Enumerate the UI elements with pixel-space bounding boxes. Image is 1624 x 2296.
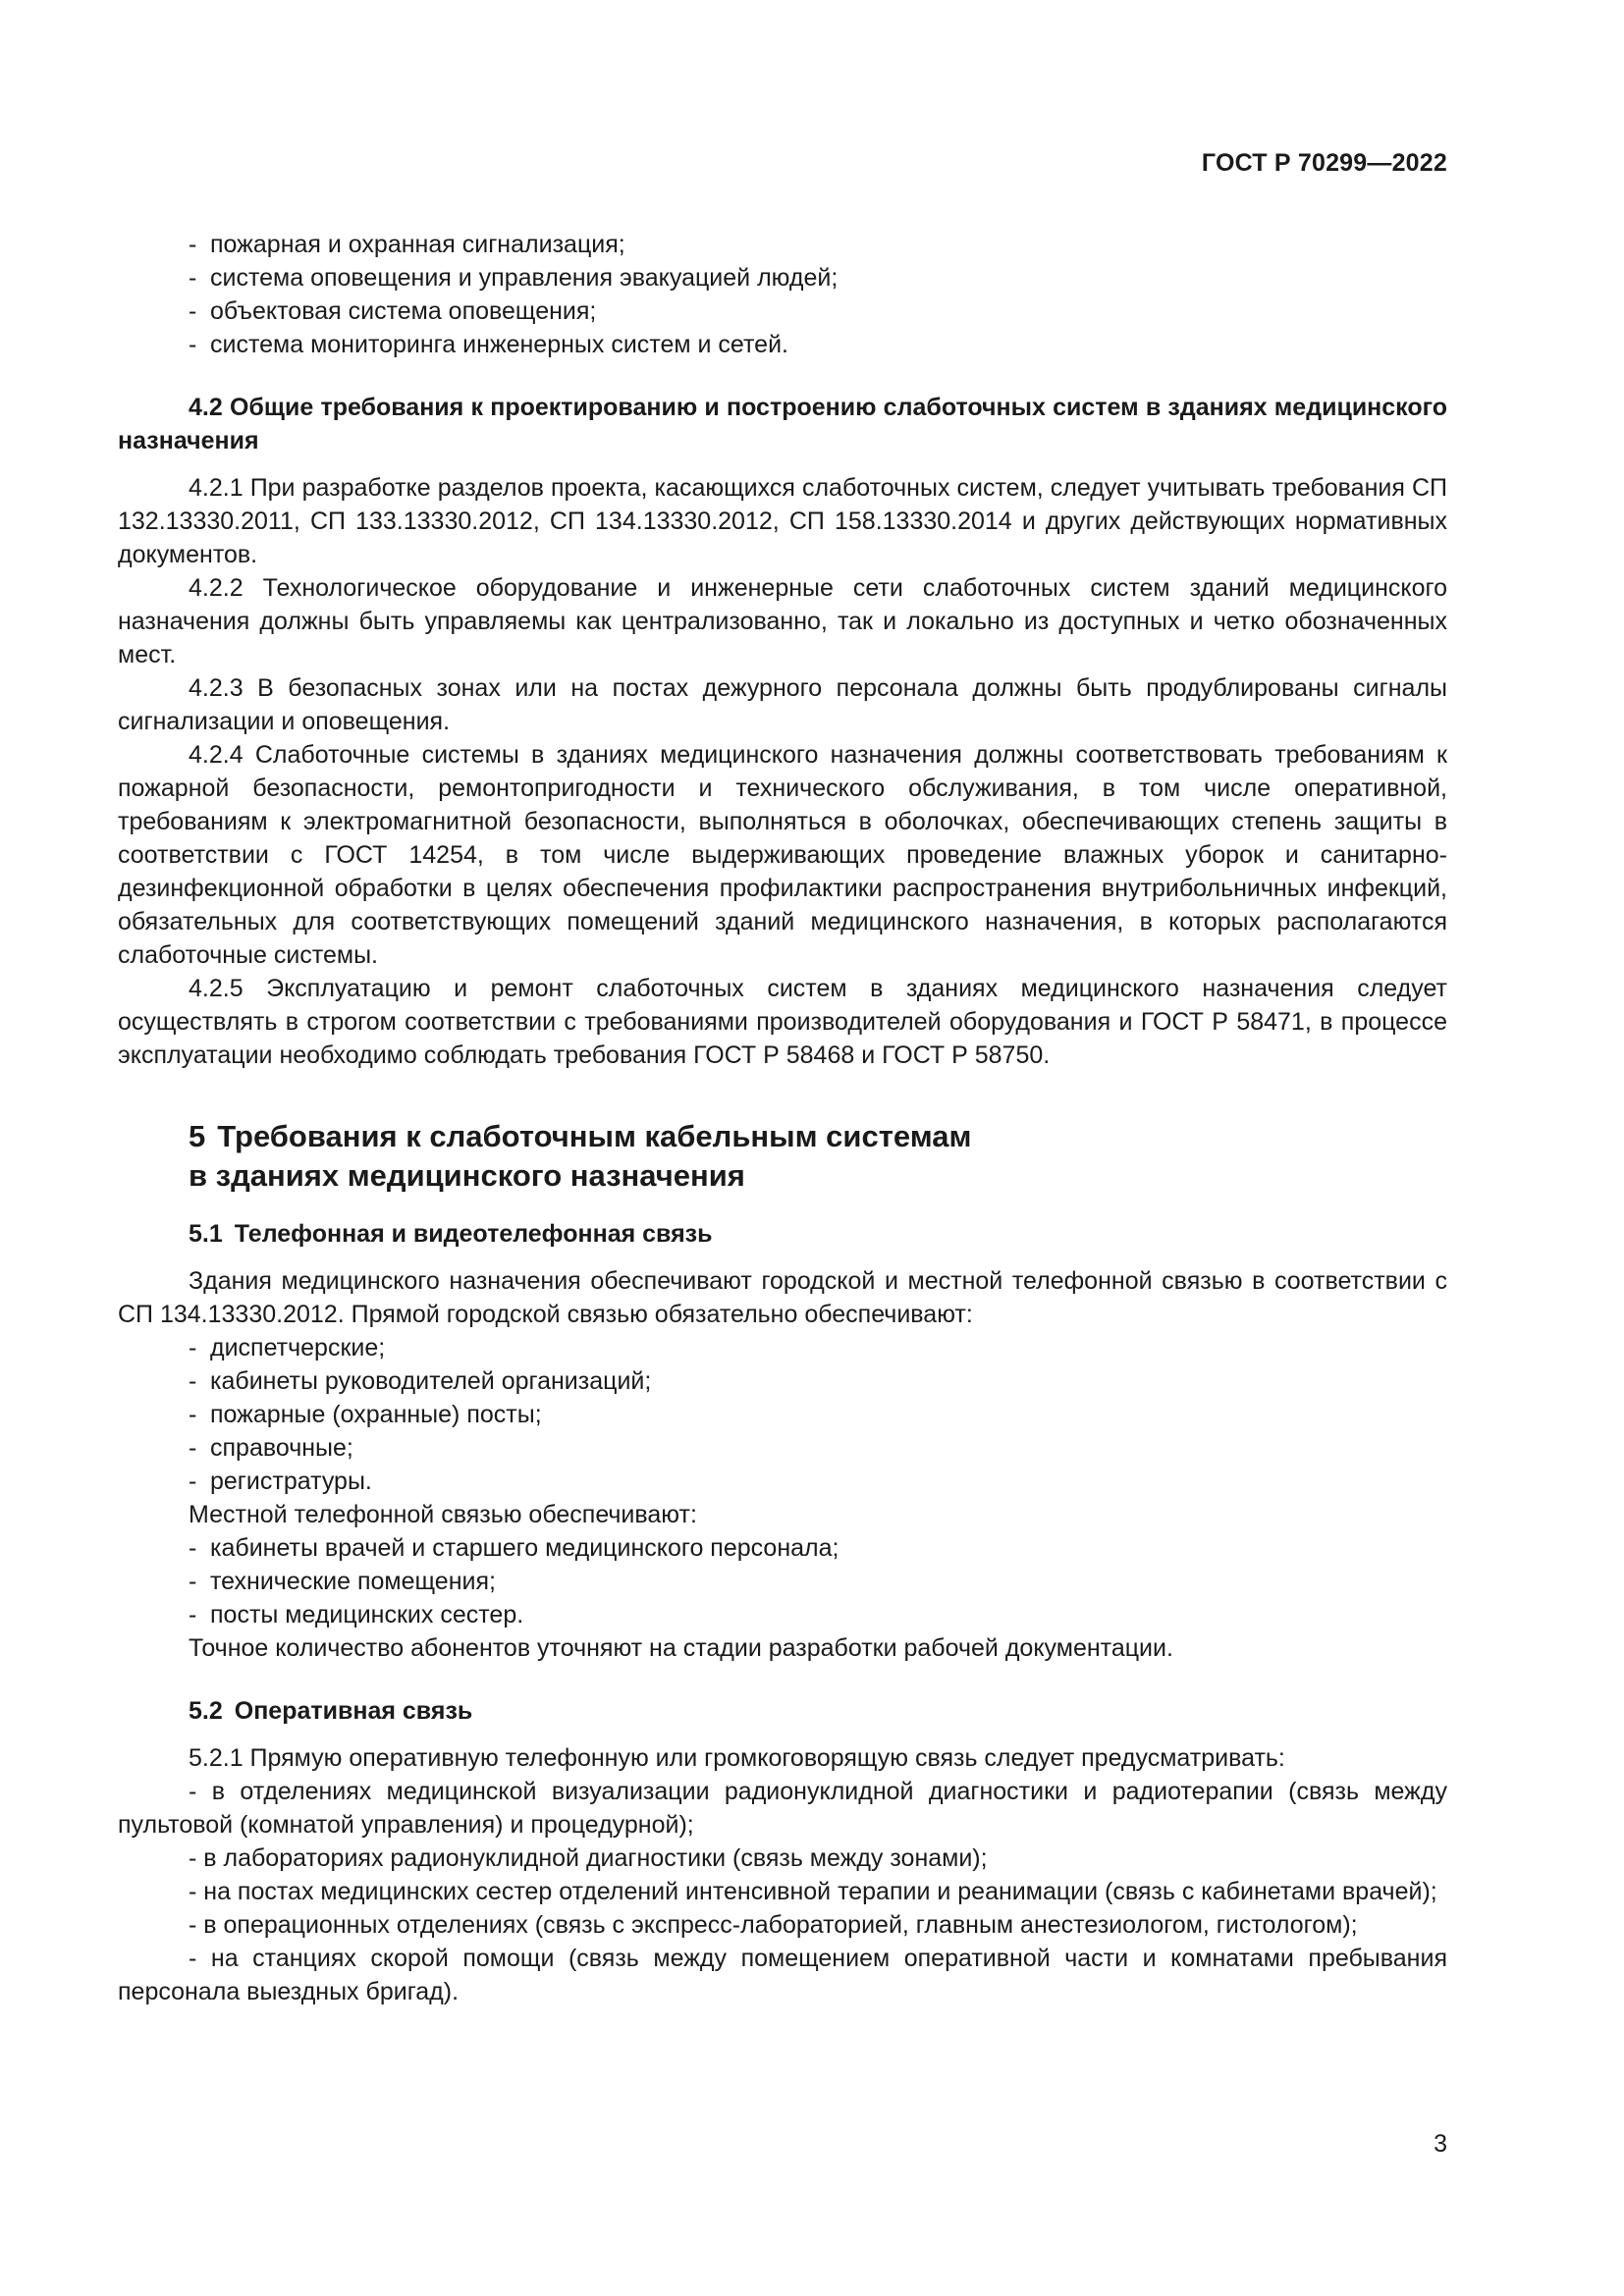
paragraph-4-2-3: 4.2.3 В безопасных зонах или на постах дежурного персонала должны быть продублированы сигналы сигнализации и оповещения. (118, 674, 1447, 735)
section-5-2-title: 5.2 Оперативная связь (189, 1697, 473, 1725)
page-number: 3 (1434, 2130, 1447, 2158)
list-item: - кабинеты врачей и старшего медицинского персонала; (189, 1534, 839, 1562)
intro-list (118, 228, 1447, 361)
paragraph-4-2-4: 4.2.4 Слаботочные системы в зданиях медицинского назначения должны соответствовать требованиям к пожарной безопасности, ремонтопригодности и технического обслуживания, в том числе оперативной, требованиям к электромагнитной безопасности, выполняться в оболочках, обеспечивающих степень защиты в соответствии с ГОСТ 14254, в том числе выдерживающих проведение влажных уборок и санитарно-дезинфекционной обработки в целях обеспечения профилактики распространения внутрибольничных инфекций, обязательных для соответствующих помещений зданий медицинского назначения, в которых располагаются слаботочные системы. (118, 741, 1447, 969)
list-item: - справочные; (189, 1434, 353, 1462)
paragraph-4-2-2: 4.2.2 Технологическое оборудование и инженерные сети слаботочных систем зданий медицинского назначения должны быть управляемы как централизованно, так и локально из доступных и четко обозначенных мест. (118, 574, 1447, 668)
list-item: - в лабораториях радионуклидной диагностики (связь между зонами); (189, 1844, 988, 1872)
list-item: - система мониторинга инженерных систем и сетей. (189, 331, 788, 358)
list-5-1-city (118, 1331, 1447, 1498)
list-item: - технические помещения; (189, 1568, 496, 1595)
list-5-1-local (118, 1531, 1447, 1631)
list-item: - объектовая система оповещения; (189, 297, 597, 325)
document-page (118, 0, 1447, 2296)
list-item: - на станциях скорой помощи (связь между помещением оперативной части и комнатами пребывания персонала выездных бригад). (118, 1945, 1447, 2005)
paragraph-4-2-1: 4.2.1 При разработке разделов проекта, касающихся слаботочных систем, следует учитывать требования СП 132.13330.2011, СП 133.13330.2012, СП 134.13330.2012, СП 158.13330.2014 и других действующих нормативных документов. (118, 474, 1447, 568)
list-item: - на постах медицинских сестер отделений интенсивной терапии и реанимации (связь с кабинетами врачей); (189, 1878, 1437, 1905)
list-item: - пожарные (охранные) посты; (189, 1401, 542, 1428)
list-item: - в операционных отделениях (связь с экспресс-лабораторией, главным анестезиологом, гистологом); (189, 1911, 1358, 1939)
list-item: - в отделениях медицинской визуализации радионуклидной диагностики и радиотерапии (связь между пультовой (комнатой управления) и процедурной); (118, 1778, 1447, 1839)
section-4-2-title: 4.2 Общие требования к проектированию и построению слаботочных систем в зданиях медицинского назначения (118, 394, 1447, 454)
paragraph-5-1-intro: Здания медицинского назначения обеспечивают городской и местной телефонной связью в соответствии с СП 134.13330.2012. Прямой городской связью обязательно обеспечивают: (118, 1267, 1447, 1328)
list-item: - диспетчерские; (189, 1334, 386, 1362)
list-item: - пожарная и охранная сигнализация; (189, 231, 625, 258)
document-id-header: ГОСТ Р 70299—2022 (1201, 149, 1447, 177)
paragraph-5-1-local: Местной телефонной связью обеспечивают: (189, 1501, 697, 1528)
paragraph-5-2-1: 5.2.1 Прямую оперативную телефонную или громкоговорящую связь следует предусматривать: (189, 1744, 1285, 1772)
paragraph-4-2-5: 4.2.5 Эксплуатацию и ремонт слаботочных систем в зданиях медицинского назначения следует осуществлять в строгом соответствии с требованиями производителей оборудования и ГОСТ Р 58471, в процессе эксплуатации необходимо соблюдать требования ГОСТ Р 58468 и ГОСТ Р 58750. (118, 975, 1447, 1069)
section-5-title: 5 Требования к слаботочным кабельным системам в зданиях медицинского назначения (189, 1119, 972, 1193)
list-item: - кабинеты руководителей организаций; (189, 1367, 652, 1395)
paragraph-5-1-note: Точное количество абонентов уточняют на стадии разработки рабочей документации. (189, 1634, 1173, 1662)
list-item: - посты медицинских сестер. (189, 1601, 524, 1629)
list-item: - регистратуры. (189, 1468, 372, 1495)
section-5-1-title: 5.1 Телефонная и видеотелефонная связь (189, 1220, 713, 1248)
list-item: - система оповещения и управления эвакуацией людей; (189, 264, 839, 292)
document-body (118, 228, 1447, 2008)
